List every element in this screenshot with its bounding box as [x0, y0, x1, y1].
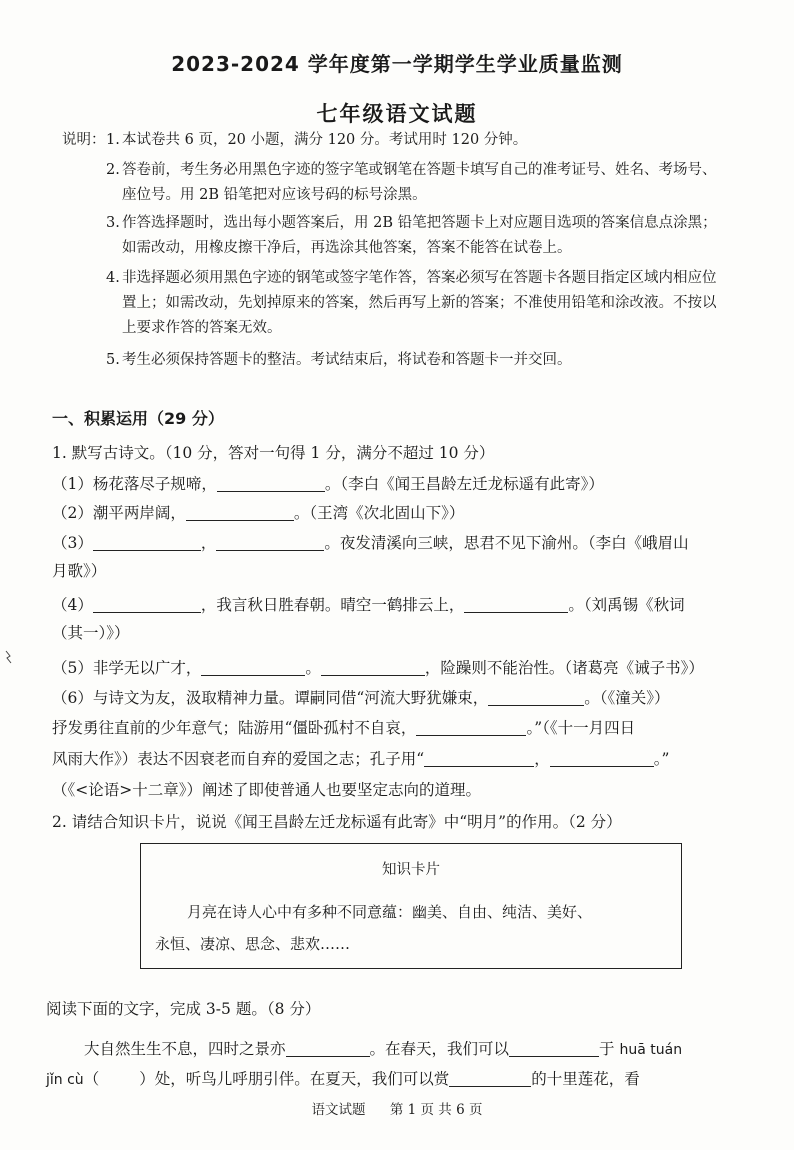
answer-blank[interactable]: [509, 1040, 599, 1057]
pinyin: huā tuán: [619, 1042, 683, 1058]
instruction-item: 2. 答卷前，考生务必用黑色字迹的签字笔或钢笔在答题卡填写自己的准考证号、姓名、考场号、 座位号。用 2B 铅笔把对应该号码的标号涂黑。: [106, 162, 717, 203]
answer-blank[interactable]: [201, 659, 305, 676]
answer-blank[interactable]: [464, 596, 568, 613]
page-footer: [0, 1098, 794, 1118]
footer-page: 第 1 页 共 6 页: [389, 1102, 483, 1118]
question-1-item-3: （3） ， 。夜发清溪向三峡，思君不见下渝州。（李白《峨眉山: [52, 534, 689, 552]
scan-mark: [4, 650, 14, 664]
answer-blank[interactable]: [488, 689, 584, 706]
exam-title: 2023-2024 学年度第一学期学生学业质量监测: [171, 52, 623, 76]
reading-line-1: 大自然生生不息，四时之景亦 。在春天，我们可以 于 huā tuán: [84, 1040, 683, 1058]
knowledge-card-line: 月亮在诗人心中有多种不同意蕴：幽美、自由、纯洁、美好、: [187, 903, 593, 921]
question-1-item-3-cont: 月歌》）: [52, 562, 107, 580]
question-1-item-5: （5）非学无以广才， 。 ，险躁则不能治性。（诸葛亮《诫子书》）: [52, 659, 704, 677]
answer-blank[interactable]: [424, 750, 534, 767]
question-1-item-6-line4: （《<论语>十二章》）阐述了即使普通人也要坚定志向的道理。: [52, 781, 481, 799]
instruction-item: 1. 本试卷共 6 页，20 小题，满分 120 分。考试用时 120 分钟。: [106, 132, 528, 148]
instruction-item: 3. 作答选择题时，选出每小题答案后，用 2B 铅笔把答题卡上对应题目选项的答案信息点涂黑； 如需改动，用橡皮擦干净后，再选涂其他答案，答案不能答在试卷上。: [106, 215, 717, 256]
footer-subject: 语文试题: [311, 1102, 366, 1118]
question-1-item-4-cont: （其一）》）: [52, 624, 130, 642]
question-2-stem: 2. 请结合知识卡片，说说《闻王昌龄左迁龙标遥有此寄》中“明月”的作用。（2 分）: [52, 813, 622, 831]
instruction-item: 5. 考生必须保持答题卡的整洁。考试结束后，将试卷和答题卡一并交回。: [106, 352, 572, 368]
pinyin: jǐn cù: [46, 1072, 84, 1088]
question-1-item-6-line3: 风雨大作》）表达不因衰老而自弃的爱国之志；孔子用“ ， 。”: [52, 750, 670, 768]
answer-blank[interactable]: [449, 1070, 531, 1087]
section-title: 一、积累运用（29 分）: [52, 409, 224, 428]
answer-blank[interactable]: [93, 534, 201, 551]
exam-subtitle: 七年级语文试题: [316, 102, 478, 126]
question-1-item-1: （1）杨花落尽子规啼， 。（李白《闻王昌龄左迁龙标遥有此寄》）: [52, 475, 604, 493]
reading-line-2: jǐn cù（ ）处，听鸟儿呼朋引伴。在夏天，我们可以赏 的十里莲花，看: [46, 1070, 640, 1088]
answer-blank[interactable]: [216, 534, 324, 551]
answer-blank[interactable]: [321, 659, 425, 676]
question-1-item-6: （6）与诗文为友，汲取精神力量。谭嗣同借“河流大野犹嫌束， 。（《潼关》）: [52, 689, 670, 707]
answer-blank[interactable]: [186, 504, 294, 521]
knowledge-card-line: 永恒、凄凉、思念、悲欢……: [155, 935, 351, 953]
answer-blank[interactable]: [550, 750, 654, 767]
answer-blank[interactable]: [416, 719, 526, 736]
question-1-stem: 1. 默写古诗文。（10 分，答对一句得 1 分，满分不超过 10 分）: [52, 444, 495, 462]
knowledge-card-title: 知识卡片: [382, 862, 440, 878]
reading-intro: 阅读下面的文字，完成 3-5 题。（8 分）: [46, 1000, 321, 1018]
question-1-item-6-line2: 抒发勇往直前的少年意气；陆游用“僵卧孤村不自哀， 。”（《十一月四日: [52, 719, 636, 737]
answer-blank[interactable]: [217, 475, 325, 492]
answer-blank[interactable]: [286, 1040, 370, 1057]
knowledge-card: [140, 843, 682, 969]
instruction-item: 4. 非选择题必须用黑色字迹的钢笔或签字笔作答，答案必须写在答题卡各题目指定区域内相应位 置上；如需改动，先划掉原来的答案，然后再写上新的答案；不准使用铅笔和涂改液。不按以 上要求作答的答案无效。: [106, 270, 717, 336]
instructions-lead: 说明：: [62, 132, 106, 148]
answer-blank[interactable]: [93, 596, 201, 613]
question-1-item-2: （2）潮平两岸阔， 。（王湾《次北固山下》）: [52, 504, 465, 522]
question-1-item-4: （4） ，我言秋日胜春朝。晴空一鹤排云上， 。（刘禹锡《秋词: [52, 596, 685, 614]
